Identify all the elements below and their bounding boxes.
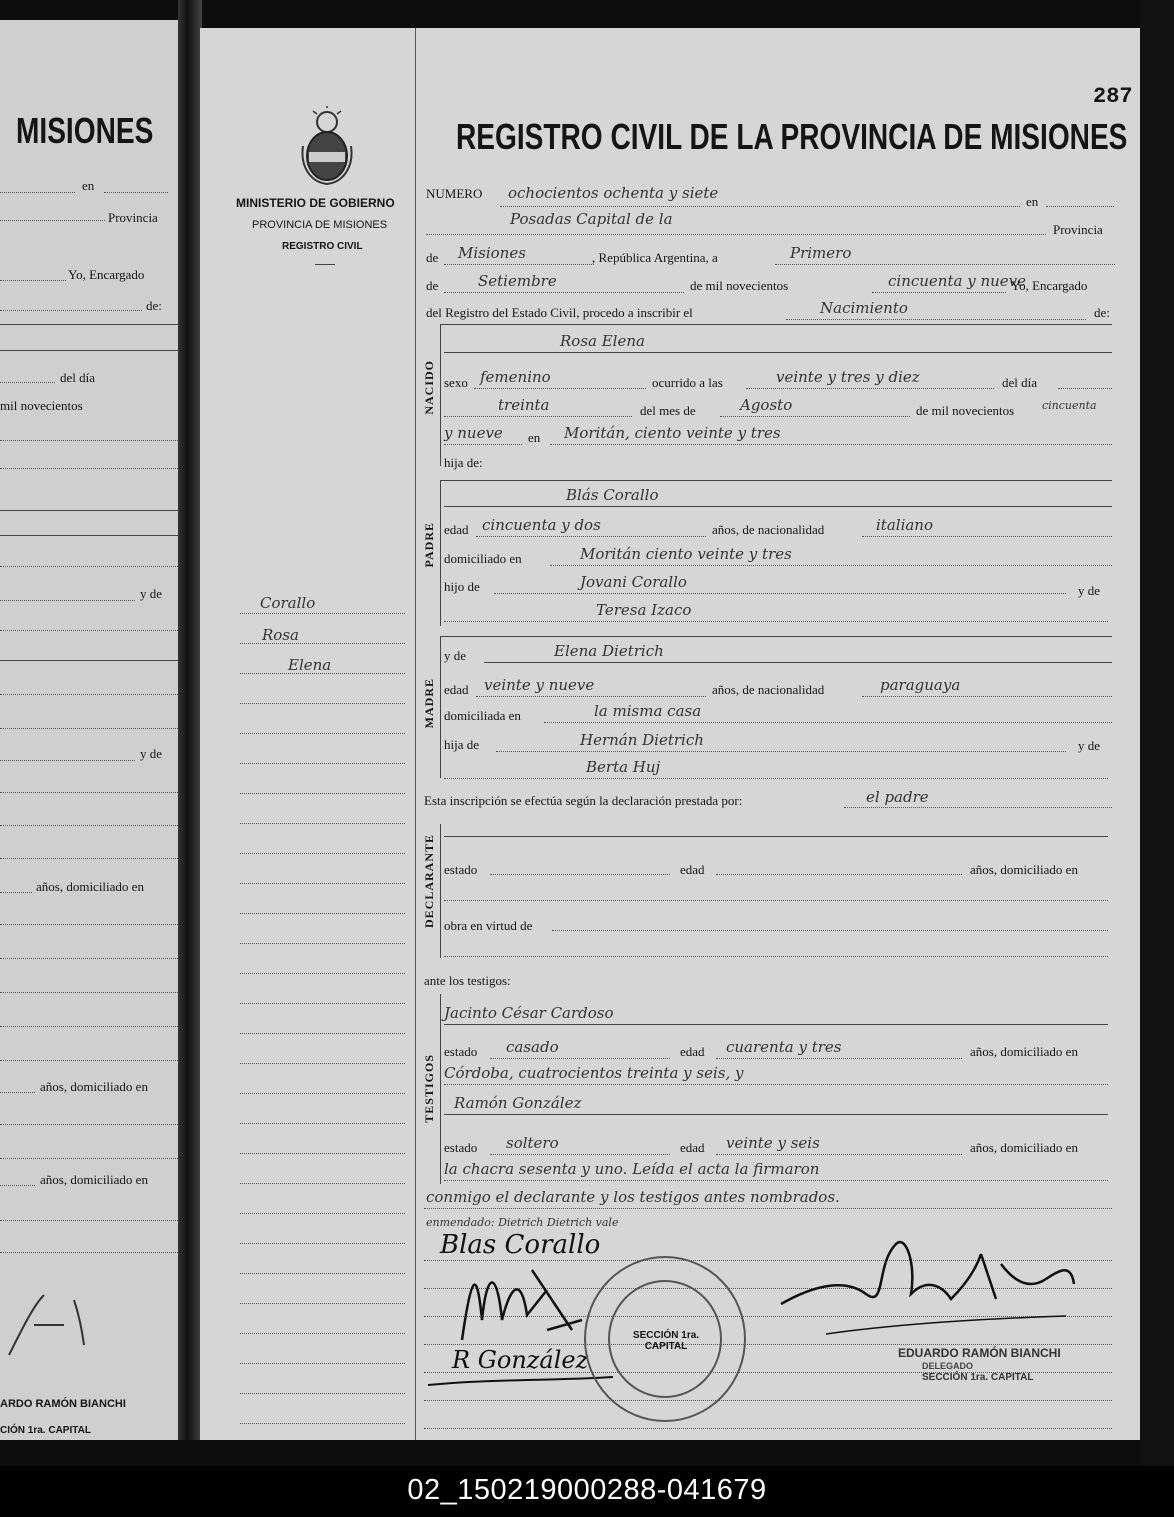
declaracion-label: Esta inscripción se efectúa según la declaración prestada por: [424, 793, 743, 808]
left-mil-novecientos: mil novecientos [0, 398, 83, 413]
testigo1-edad-label: edad [680, 1044, 705, 1059]
tipo-value: Nacimiento [820, 299, 908, 317]
madre-nacionalidad-label: años, de nacionalidad [712, 682, 825, 697]
hora-value: veinte y tres y diez [776, 368, 920, 386]
madre-domicilio: la misma casa [594, 702, 702, 720]
padre-domicilio-label: domiciliado en [444, 551, 522, 566]
enmienda-note: enmendado: Dietrich Dietrich vale [426, 1216, 619, 1229]
de-label: de [426, 250, 439, 265]
nacido-nombre: Rosa Elena [560, 332, 645, 350]
madre-padre: Hernán Dietrich [580, 731, 704, 749]
testigos-section-label: TESTIGOS [422, 1054, 436, 1123]
testigo1-nombre: Jacinto César Cardoso [444, 1004, 614, 1022]
margin-rule [240, 943, 405, 944]
official-seal [584, 1256, 746, 1422]
padre-nacionalidad-label: años, de nacionalidad [712, 522, 825, 537]
left-y-de-1: y de [140, 586, 163, 601]
signature-rule [424, 1428, 1112, 1429]
cierre-text: conmigo el declarante y los testigos antes nombrados. [426, 1188, 840, 1206]
nacido-section-label: NACIDO [422, 360, 436, 415]
madre-hija-de-label: hija de [444, 737, 480, 752]
testigo1-domicilio: Córdoba, cuatrocientos treinta y seis, y [444, 1064, 744, 1082]
testigo2-anos-label: años, domiciliado en [970, 1140, 1078, 1155]
left-stamp-section: CIÓN 1ra. CAPITAL [0, 1425, 91, 1436]
margin-rule [240, 1363, 405, 1364]
republica-label: , República Argentina, a [592, 250, 718, 265]
left-en-label: en [82, 178, 95, 193]
coat-of-arms-icon [300, 106, 354, 186]
testigo2-edad-label: edad [680, 1140, 705, 1155]
mil-novecientos-nacido: de mil novecientos [916, 403, 1015, 418]
testigo1-anos-label: años, domiciliado en [970, 1044, 1078, 1059]
declarante-obra-label: obra en virtud de [444, 918, 533, 933]
declarante-anos-label: años, domiciliado en [970, 862, 1078, 877]
margin-rule [240, 1033, 405, 1034]
testigo2-nombre: Ramón González [454, 1094, 582, 1112]
madre-nombre: Elena Dietrich [554, 642, 664, 660]
margin-rule [240, 613, 405, 614]
margin-rule [240, 823, 405, 824]
page-edge [1140, 0, 1174, 1470]
padre-nombre: Blás Corallo [566, 486, 659, 504]
stamp-section: SECCIÓN 1ra. CAPITAL [922, 1372, 1034, 1383]
en-label: en [1026, 194, 1039, 209]
column-divider [415, 28, 416, 1440]
seal-text: SECCIÓN 1ra. CAPITAL [632, 1330, 700, 1352]
signature-underline [428, 1373, 618, 1393]
stamp-name: EDUARDO RAMÓN BIANCHI [898, 1346, 1061, 1360]
margin-rule [240, 1333, 405, 1334]
signature-encargado [776, 1224, 1076, 1344]
margin-rule [240, 1093, 405, 1094]
testigos-intro: ante los testigos: [424, 973, 511, 988]
margin-rule [240, 1423, 405, 1424]
left-de-label: de: [146, 298, 162, 313]
margin-rule [240, 883, 405, 884]
margin-second-name: Elena [288, 656, 332, 674]
book-gutter [178, 0, 202, 1440]
yo-encargado-label: Yo, Encargado [1011, 278, 1088, 293]
padre-section-label: PADRE [422, 522, 436, 568]
anio-nacimiento-b: y nueve [444, 424, 503, 442]
madre-domicilio-label: domiciliada en [444, 708, 521, 723]
provincia-label: Provincia [1053, 222, 1103, 237]
en-nacido-label: en [528, 430, 541, 445]
signature-testigo1-mark [452, 1260, 602, 1350]
registro-label: del Registro del Estado Civil, procedo a inscribir el [426, 305, 693, 320]
margin-rule [240, 1213, 405, 1214]
testigo1-estado-label: estado [444, 1044, 478, 1059]
del-dia-label: del día [1002, 375, 1038, 390]
page-title: REGISTRO CIVIL DE LA PROVINCIA DE MISIONES [456, 116, 1128, 157]
margin-rule [240, 793, 405, 794]
margin-rule [240, 1243, 405, 1244]
left-page-title: MISIONES [16, 110, 154, 151]
declaracion-value: el padre [866, 788, 929, 806]
padre-nacionalidad: italiano [876, 516, 933, 534]
margin-rule [240, 1393, 405, 1394]
ocurrido-label: ocurrido a las [652, 375, 723, 390]
padre-edad: cincuenta y dos [482, 516, 601, 534]
sexo-value: femenino [480, 368, 551, 386]
left-anos-dom-2: años, domiciliado en [40, 1079, 148, 1094]
left-anos-dom-3: años, domiciliado en [40, 1172, 148, 1187]
signature-rule [424, 1400, 1112, 1401]
margin-rule [240, 1153, 405, 1154]
margin-rule [240, 853, 405, 854]
image-id: 02_150219000288-041679 [407, 1474, 767, 1506]
testigo2-estado-label: estado [444, 1140, 478, 1155]
margin-rule [240, 763, 405, 764]
testigo2-domicilio: la chacra sesenta y uno. Leída el acta la firmaron [444, 1160, 820, 1178]
declarante-section-label: DECLARANTE [422, 834, 436, 929]
signature-testigo2: R González [452, 1346, 589, 1374]
provincia-value: Misiones [458, 244, 526, 262]
margin-first-name: Rosa [262, 626, 299, 644]
margin-rule [240, 1123, 405, 1124]
left-page [0, 20, 178, 1440]
left-y-de-2: y de [140, 746, 163, 761]
left-stamp-name: ARDO RAMÓN BIANCHI [0, 1398, 126, 1410]
left-del-dia: del día [60, 370, 96, 385]
numero-value: ochocientos ochenta y siete [508, 184, 719, 202]
signature-declarante: Blas Corallo [440, 1230, 601, 1260]
mes-value: Setiembre [478, 272, 557, 290]
declarante-estado-label: estado [444, 862, 478, 877]
sexo-label: sexo [444, 375, 468, 390]
left-signature-fragment [4, 1285, 124, 1365]
declarante-edad-label: edad [680, 862, 705, 877]
lugar-value: Posadas Capital de la [510, 210, 673, 228]
dia-value: Primero [790, 244, 852, 262]
ministry-label: MINISTERIO DE GOBIERNO [236, 196, 395, 210]
anio-value: cincuenta y nueve [888, 272, 1026, 290]
margin-rule [240, 1183, 405, 1184]
right-page [200, 28, 1140, 1440]
margin-rule [240, 1303, 405, 1304]
padre-padre: Jovani Corallo [580, 573, 687, 591]
padre-madre: Teresa Izaco [596, 601, 692, 619]
mil-novecientos-label: de mil novecientos [690, 278, 789, 293]
de2-label: de [426, 278, 439, 293]
madre-edad: veinte y nueve [484, 676, 595, 694]
margin-rule [240, 973, 405, 974]
madre-y-de-label: y de [444, 648, 467, 663]
registry-label: REGISTRO CIVIL [282, 241, 363, 252]
margin-surname: Corallo [260, 594, 316, 612]
margin-rule [240, 1063, 405, 1064]
left-anos-dom-1: años, domiciliado en [36, 879, 144, 894]
margin-rule [240, 1003, 405, 1004]
madre-y-de2-label: y de [1078, 738, 1101, 753]
testigo1-estado: casado [506, 1038, 559, 1056]
testigo1-edad: cuarenta y tres [726, 1038, 842, 1056]
margin-rule [240, 673, 405, 674]
margin-rule [240, 703, 405, 704]
margin-rule [240, 733, 405, 734]
del-mes-label: del mes de [640, 403, 696, 418]
left-yo-encargado: Yo, Encargado [68, 267, 145, 282]
stamp-role: DELEGADO [922, 1361, 974, 1371]
padre-edad-label: edad [444, 522, 469, 537]
madre-nacionalidad: paraguaya [880, 676, 961, 694]
province-label: PROVINCIA DE MISIONES [252, 219, 388, 231]
lugar-nacimiento: Moritán, ciento veinte y tres [564, 424, 781, 442]
margin-rule [240, 913, 405, 914]
padre-domicilio: Moritán ciento veinte y tres [580, 545, 792, 563]
mes-nacimiento: Agosto [740, 396, 793, 414]
anio-nacimiento-a: cincuenta [1042, 399, 1097, 412]
de3-label: de: [1094, 305, 1110, 320]
testigo2-estado: soltero [506, 1134, 559, 1152]
madre-section-label: MADRE [422, 678, 436, 729]
margin-rule [240, 1273, 405, 1274]
padre-y-de-label: y de [1078, 583, 1101, 598]
numero-label: NUMERO [426, 186, 483, 201]
left-provincia-label: Provincia [108, 210, 158, 225]
footer-strip [0, 1466, 1174, 1517]
madre-edad-label: edad [444, 682, 469, 697]
testigo2-edad: veinte y seis [726, 1134, 820, 1152]
hija-de-label: hija de: [444, 455, 483, 470]
margin-rule [240, 643, 405, 644]
madre-madre: Berta Huj [586, 758, 661, 776]
dia-nacimiento: treinta [498, 396, 550, 414]
page-number: 287 [1093, 84, 1133, 109]
padre-hijo-de-label: hijo de [444, 579, 480, 594]
